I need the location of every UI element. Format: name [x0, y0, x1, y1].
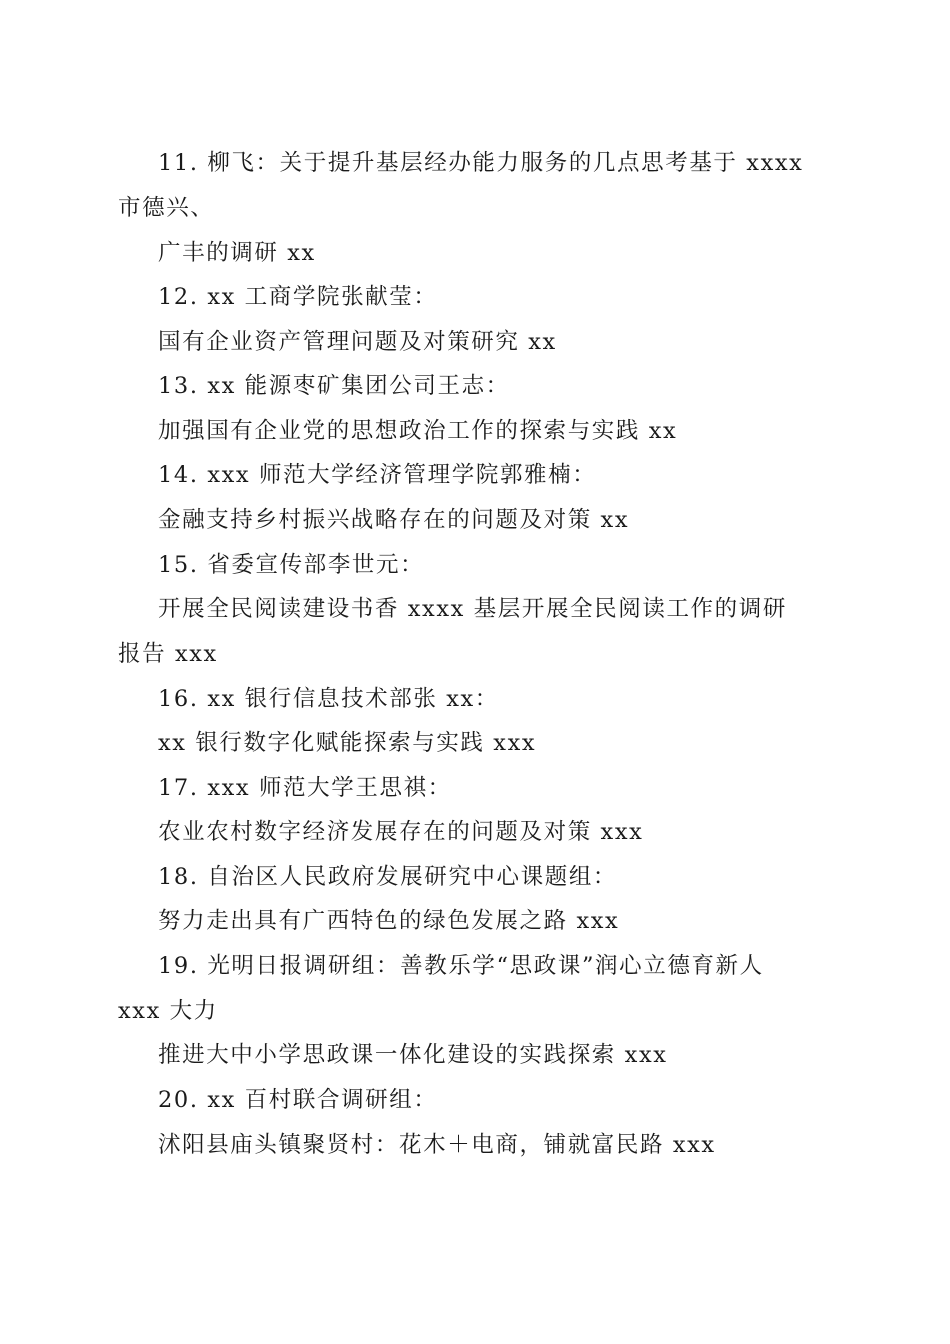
item-15-subtitle: 开展全民阅读建设书香 xxxx 基层开展全民阅读工作的调研 [158, 596, 787, 622]
item-15-title: 15. 省委宣传部李世元： [158, 552, 425, 578]
item-14-title: 14. xxx 师范大学经济管理学院郭雅楠： [158, 462, 597, 488]
item-12-subtitle: 国有企业资产管理问题及对策研究 xx [158, 329, 557, 355]
item-17-subtitle: 农业农村数字经济发展存在的问题及对策 xxx [158, 819, 644, 845]
item-11-subtitle: 广丰的调研 xx [158, 240, 316, 266]
item-13-subtitle: 加强国有企业党的思想政治工作的探索与实践 xx [158, 418, 678, 444]
item-19-title: 19. 光明日报调研组：善教乐学“思政课”润心立德育新人 [158, 953, 764, 979]
item-19-title-continuation: xxx 大力 [118, 998, 218, 1024]
item-16-title: 16. xx 银行信息技术部张 xx： [158, 686, 499, 712]
item-20-title: 20. xx 百村联合调研组： [158, 1087, 438, 1113]
item-18-subtitle: 努力走出具有广西特色的绿色发展之路 xxx [158, 908, 620, 934]
item-17-title: 17. xxx 师范大学王思祺： [158, 775, 452, 801]
item-18-title: 18. 自治区人民政府发展研究中心课题组： [158, 864, 618, 890]
item-11-title-continuation: 市德兴、 [118, 195, 215, 221]
item-19-subtitle: 推进大中小学思政课一体化建设的实践探索 xxx [158, 1042, 668, 1068]
item-15-subtitle-continuation: 报告 xxx [118, 641, 218, 667]
item-20-subtitle: 沭阳县庙头镇聚贤村：花木＋电商，铺就富民路 xxx [158, 1132, 716, 1158]
item-14-subtitle: 金融支持乡村振兴战略存在的问题及对策 xx [158, 507, 630, 533]
item-12-title: 12. xx 工商学院张献莹： [158, 284, 438, 310]
item-16-subtitle: xx 银行数字化赋能探索与实践 xxx [158, 730, 537, 756]
item-11-title: 11. 柳飞：关于提升基层经办能力服务的几点思考基于 xxxx [158, 150, 804, 176]
item-13-title: 13. xx 能源枣矿集团公司王志： [158, 373, 510, 399]
